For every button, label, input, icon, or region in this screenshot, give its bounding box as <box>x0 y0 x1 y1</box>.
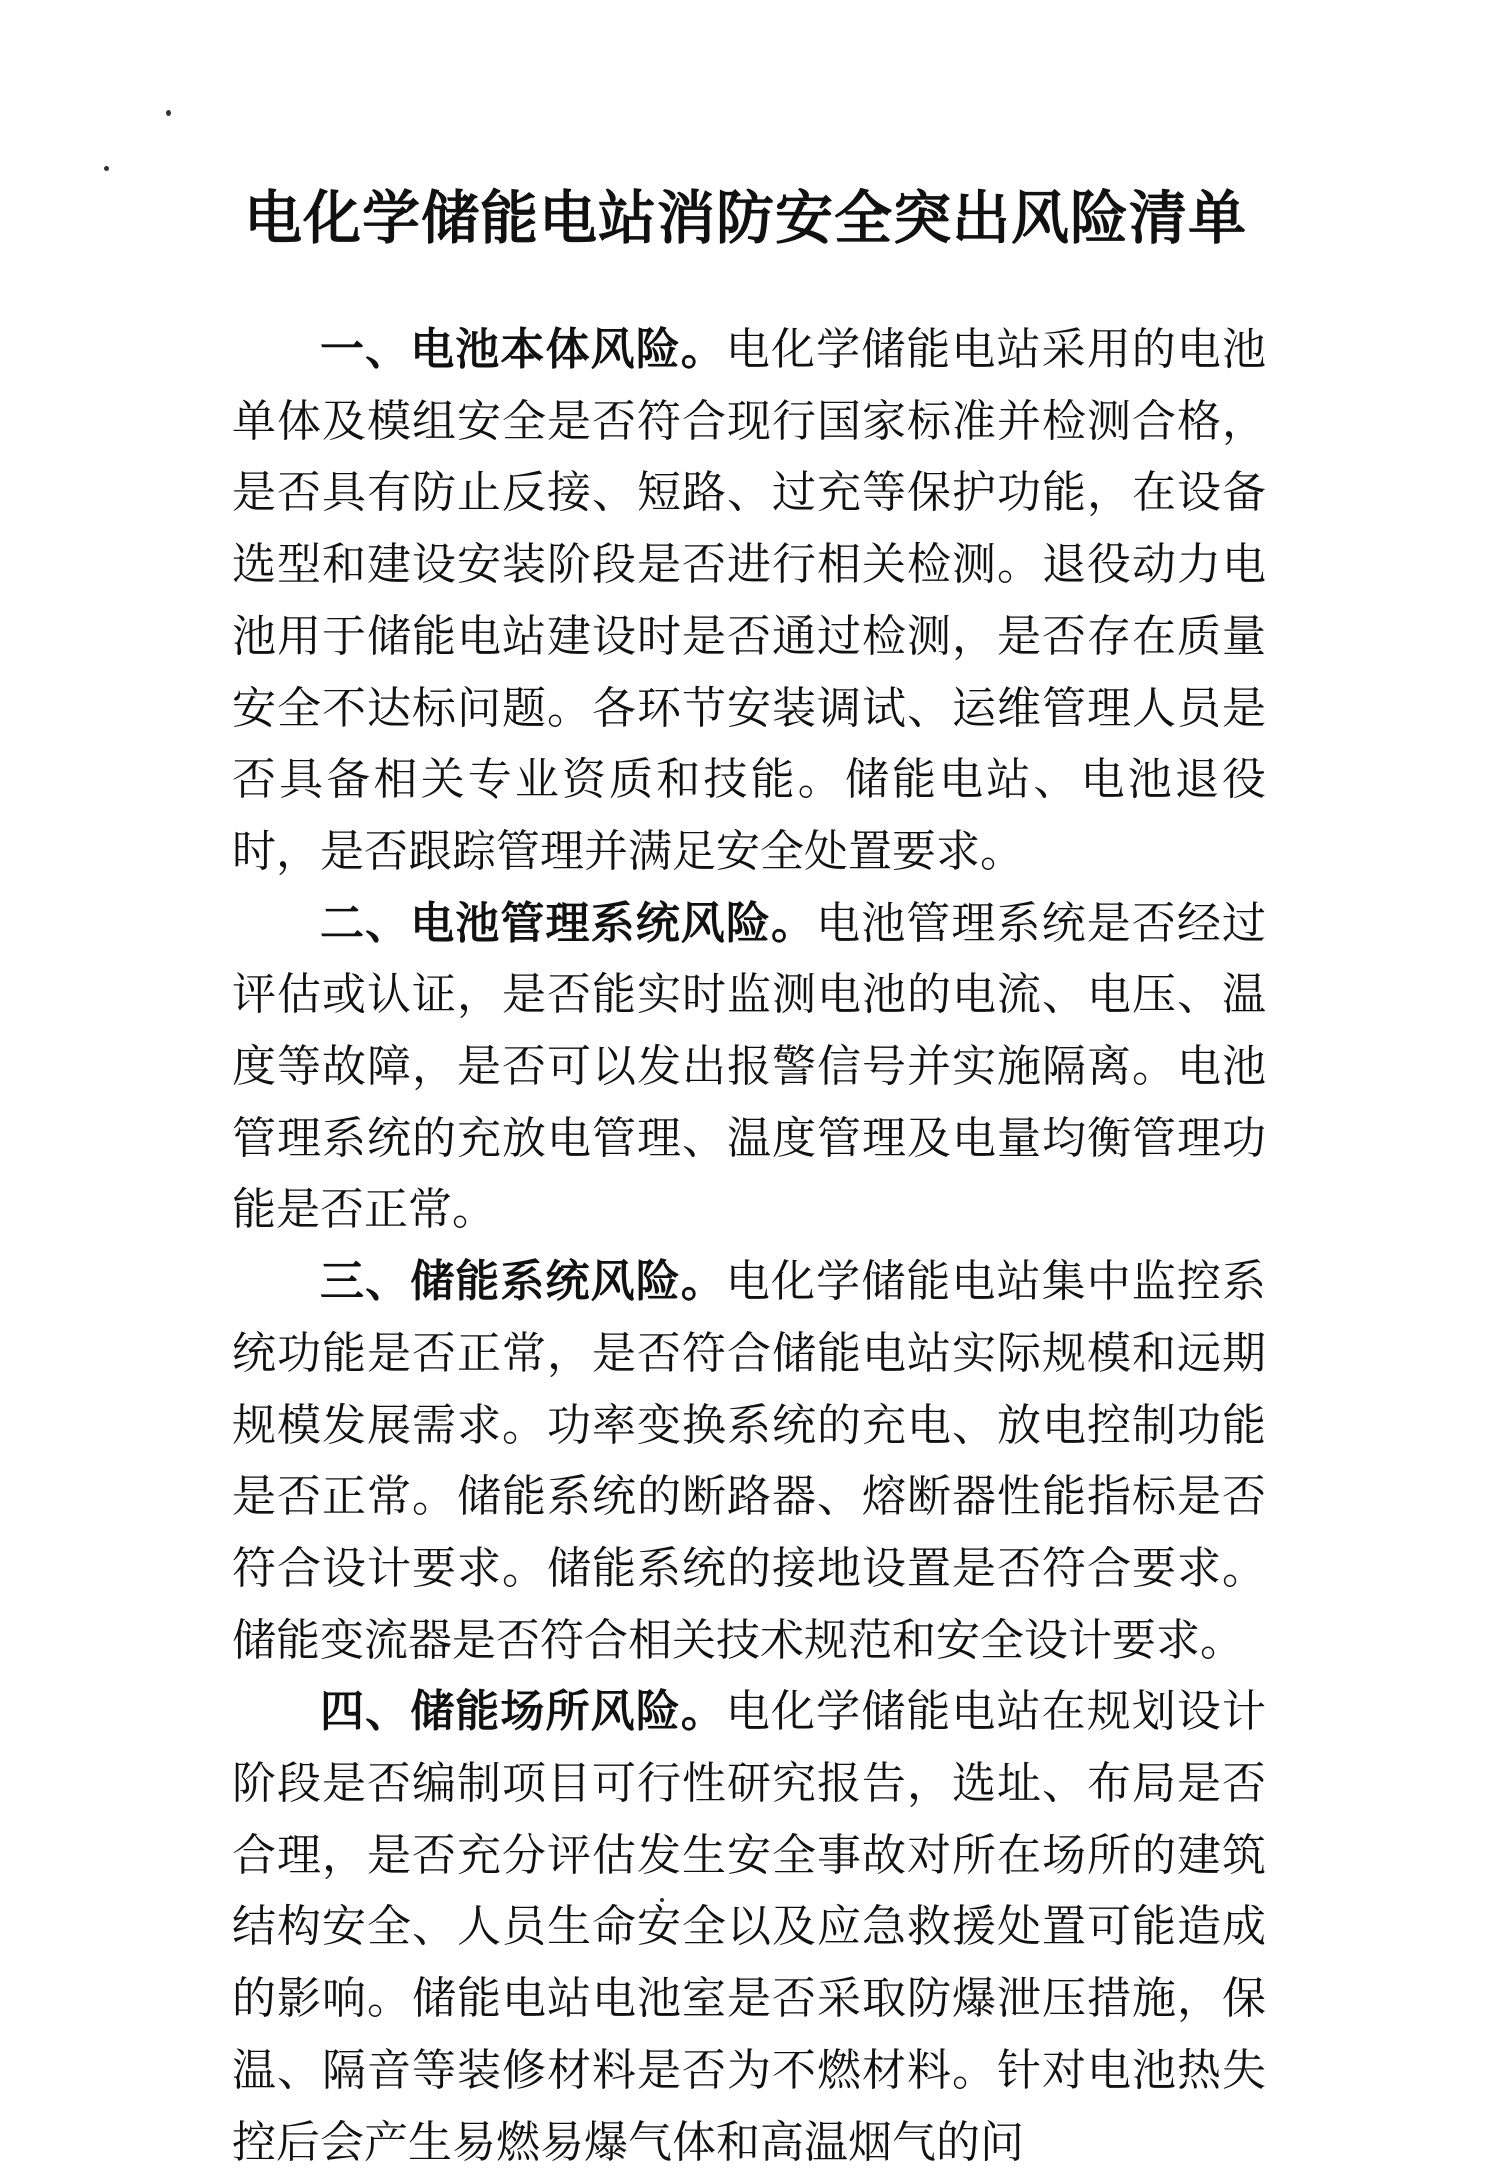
section-2-paragraph <box>232 888 1266 1247</box>
section-1-heading: 一、电池本体风险。 <box>320 324 726 375</box>
scan-speck <box>104 166 109 171</box>
section-2-text: 电池管理系统是否经过评估或认证，是否能实时监测电池的电流、电压、温度等故障，是否可以发出报警信号并实施隔离。电池管理系统的充放电管理、温度管理及电量均衡管理功能是否正常。 <box>232 897 1267 1236</box>
section-4-heading: 四、储能场所风险。 <box>320 1686 726 1738</box>
document-title: 电化学储能电站消防安全突出风险清单 <box>243 184 1247 252</box>
section-1-text: 电化学储能电站采用的电池单体及模组安全是否符合现行国家标准并检测合格，是否具有防止反接、短路、过充等保护功能，在设备选型和建设安装阶段是否进行相关检测。退役动力电池用于储能电站建设时是否通过检测，是否存在质量安全不达标问题。各环节安装调试、运维管理人员是否具备相关专业资质和技能。储能电站、电池退役时，是否跟踪管理并满足安全处置要求。 <box>232 324 1267 877</box>
scan-speck <box>166 110 171 116</box>
section-3-paragraph <box>232 1246 1266 1676</box>
section-3-text: 电化学储能电站集中监控系统功能是否正常，是否符合储能电站实际规模和远期规模发展需求。功率变换系统的充电、放电控制功能是否正常。储能系统的断路器、熔断器性能指标是否符合设计要求。储能系统的接地设置是否符合要求。储能变流器是否符合相关技术规范和安全设计要求。 <box>232 1256 1267 1666</box>
document-body <box>232 314 1266 2178</box>
section-4-text: 电化学储能电站在规划设计阶段是否编制项目可行性研究报告，选址、布局是否合理，是否充分评估发生安全事故对所在场所的建筑结构安全、人员生命安全以及应急救援处置可能造成的影响。储能电站电池室是否采取防爆泄压措施，保温、隔音等装修材料是否为不燃材料。针对电池热失控后会产生易燃易爆气体和高温烟气的问 <box>232 1686 1267 2168</box>
section-3-heading: 三、储能系统风险。 <box>320 1256 726 1308</box>
section-4-paragraph <box>232 1676 1266 2178</box>
section-2-heading: 二、电池管理系统风险。 <box>320 897 817 949</box>
section-1-paragraph <box>232 314 1266 888</box>
